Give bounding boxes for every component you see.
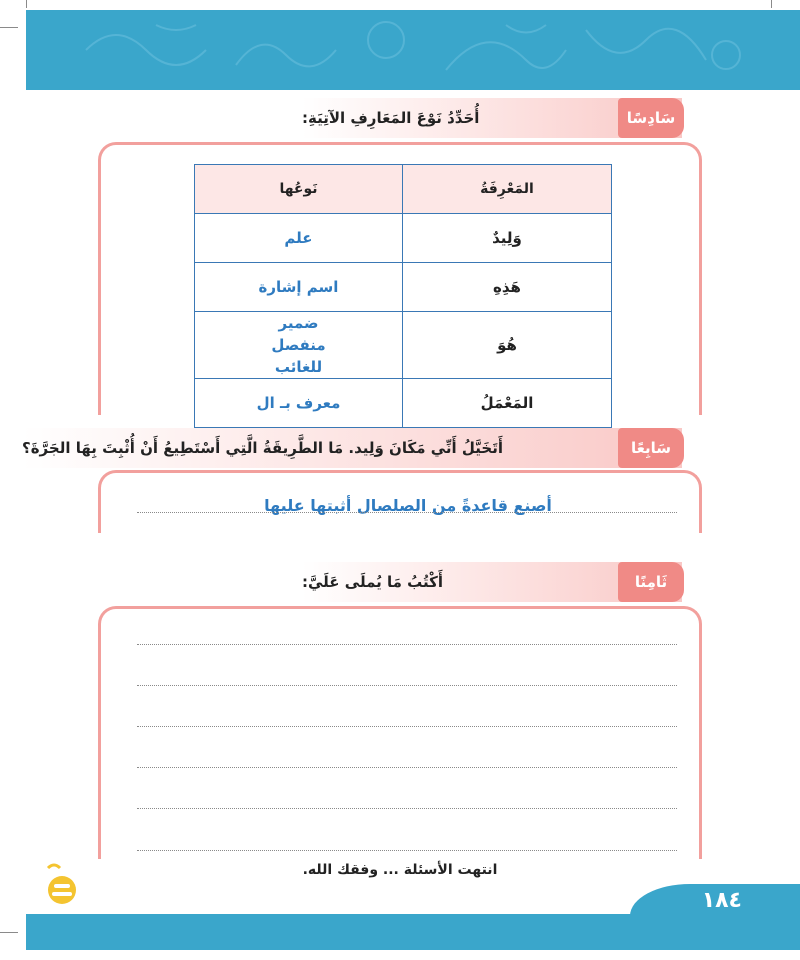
- answer-line: [137, 512, 677, 513]
- cell-word: هُوَ: [403, 312, 612, 379]
- writing-line: [137, 644, 677, 645]
- bottom-bar: [26, 914, 800, 950]
- section-sixth-badge: سَادِسًا: [618, 98, 684, 138]
- table-row: [195, 312, 612, 379]
- closing-text: انتهت الأسئلة ... وفقك الله.: [302, 862, 498, 878]
- writing-line: [137, 808, 677, 809]
- header-type: نَوعُها: [195, 165, 403, 214]
- table-row: [195, 263, 612, 312]
- answer-text: أصنع قاعدةً من الصلصال أثبتها عليها: [264, 496, 552, 515]
- publisher-logo-icon: [40, 862, 82, 908]
- cell-word: هَذِهِ: [403, 263, 612, 312]
- section-seventh-badge: سَابِعًا: [618, 428, 684, 468]
- section-eighth-badge: ثَامِنًا: [618, 562, 684, 602]
- section-seventh-header: [22, 428, 682, 468]
- crop-mark: [771, 0, 772, 8]
- cell-type: علم: [195, 214, 403, 263]
- cell-word: وَلِيدٌ: [403, 214, 612, 263]
- writing-line: [137, 685, 677, 686]
- crop-mark: [0, 932, 18, 933]
- writing-line: [137, 767, 677, 768]
- page-number: ١٨٤: [701, 888, 742, 913]
- table-row: [195, 214, 612, 263]
- writing-line: [137, 850, 677, 851]
- cell-type: [195, 312, 403, 379]
- section-seventh-instruction: أَتَخَيَّلُ أَنِّي مَكَانَ وَلِيد. مَا الطَّرِيقَةُ الَّتِي أَسْتَطِيعُ أَنْ أُثْبِتَ بِهَا الجَرَّةَ؟: [22, 439, 503, 457]
- section-sixth-instruction: أُحَدِّدُ نَوْعَ المَعَارِفِ الآتِيَةِ:: [302, 109, 480, 127]
- cell-type: اسم إشارة: [195, 263, 403, 312]
- section-eighth-instruction: أَكْتُبُ مَا يُملَى عَلَيَّ:: [302, 573, 443, 591]
- banner-pattern-icon: [26, 10, 800, 90]
- crop-mark: [0, 27, 18, 28]
- top-banner: [26, 10, 800, 90]
- crop-mark: [26, 0, 27, 8]
- cell-type: معرف بـ ال: [195, 379, 403, 428]
- writing-line: [137, 726, 677, 727]
- table-row: [195, 379, 612, 428]
- cell-word: المَعْمَلُ: [403, 379, 612, 428]
- knowledge-type-table: [194, 164, 612, 428]
- header-word: المَعْرِفَةُ: [403, 165, 612, 214]
- table-header-row: [195, 165, 612, 214]
- cell-type-text: ضمير منفصل للغائب: [271, 314, 326, 376]
